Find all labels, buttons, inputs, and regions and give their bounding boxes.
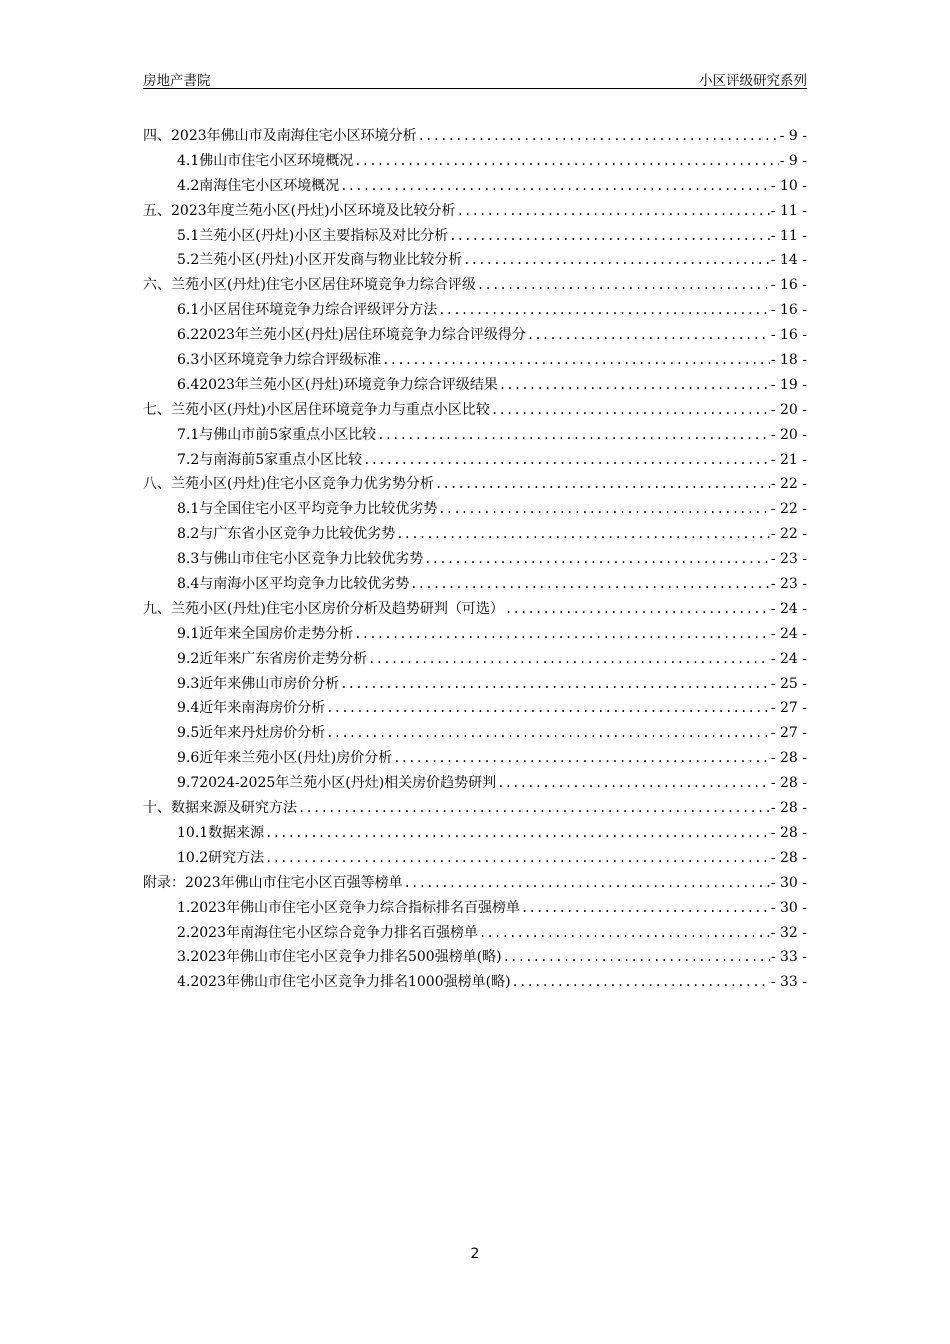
- toc-entry[interactable]: [143, 398, 807, 423]
- toc-entry-title: 兰苑小区(丹灶)住宅小区房价分析及趋势研判（可选）: [171, 600, 504, 617]
- toc-entry-number: 9.2: [177, 650, 200, 667]
- toc-dot-leader: [463, 248, 770, 273]
- toc-entry-page: - 28 -: [770, 750, 807, 767]
- toc-entry-title: 近年来佛山市房价分析: [199, 675, 340, 692]
- toc-entry-number: 五、: [143, 202, 171, 219]
- toc-entry-page: - 28 -: [770, 849, 807, 866]
- toc-entry[interactable]: [143, 323, 807, 348]
- toc-entry-page: - 30 -: [770, 899, 807, 916]
- toc-entry[interactable]: [143, 672, 807, 697]
- toc-entry[interactable]: [143, 896, 807, 921]
- toc-entry-number: 6.1: [177, 302, 200, 319]
- toc-entry[interactable]: [143, 248, 807, 273]
- toc-dot-leader: [340, 672, 770, 697]
- toc-entry-title: 数据来源及研究方法: [171, 800, 297, 817]
- toc-entry-number: 8.4: [177, 576, 200, 593]
- toc-entry-title: 小区环境竞争力综合评级标准: [199, 352, 382, 369]
- toc-entry[interactable]: [143, 199, 807, 224]
- toc-dot-leader: [354, 149, 778, 174]
- toc-entry-page: - 11 -: [770, 202, 807, 219]
- toc-entry-title: 2023年佛山市住宅小区百强等榜单: [185, 874, 403, 891]
- toc-entry[interactable]: [143, 547, 807, 572]
- toc-entry[interactable]: [143, 472, 807, 497]
- toc-entry-page: - 10 -: [770, 177, 807, 194]
- toc-entry[interactable]: [143, 921, 807, 946]
- toc-entry-page: - 21 -: [770, 451, 807, 468]
- toc-entry-title: 2023年兰苑小区(丹灶)环境竞争力综合评级结果: [199, 376, 498, 393]
- toc-entry-title: 近年来丹灶房价分析: [199, 725, 326, 742]
- toc-entry[interactable]: [143, 298, 807, 323]
- toc-entry-title: 佛山市住宅小区环境概况: [199, 152, 354, 169]
- toc-entry[interactable]: [143, 572, 807, 597]
- toc-dot-leader: [435, 472, 770, 497]
- toc-entry-page: - 27 -: [770, 725, 807, 742]
- table-of-contents: [143, 124, 807, 995]
- toc-dot-leader: [497, 771, 770, 796]
- toc-entry-number: 八、: [143, 476, 171, 493]
- toc-dot-leader: [527, 323, 770, 348]
- toc-entry-number: 8.1: [177, 501, 200, 518]
- toc-entry-number: 10.1: [177, 824, 209, 841]
- toc-entry-title: 近年来南海房价分析: [199, 700, 326, 717]
- toc-entry-title: 近年来兰苑小区(丹灶)房价分析: [199, 750, 393, 767]
- toc-dot-leader: [410, 572, 770, 597]
- toc-entry-title: 兰苑小区(丹灶)住宅小区竞争力优劣势分析: [171, 476, 434, 493]
- toc-dot-leader: [457, 199, 770, 224]
- toc-entry-number: 8.2: [177, 526, 200, 543]
- toc-entry-page: - 24 -: [770, 625, 807, 642]
- toc-entry-number: 7.2: [177, 451, 200, 468]
- toc-dot-leader: [377, 423, 770, 448]
- toc-dot-leader: [438, 497, 770, 522]
- toc-dot-leader: [393, 746, 770, 771]
- toc-entry-number: 9.4: [177, 700, 200, 717]
- toc-entry-page: - 28 -: [770, 800, 807, 817]
- toc-entry-page: - 28 -: [770, 824, 807, 841]
- toc-dot-leader: [503, 945, 770, 970]
- toc-entry-page: - 23 -: [770, 551, 807, 568]
- toc-entry-title: 与佛山市前5家重点小区比较: [199, 426, 377, 443]
- toc-entry-title: 2023年佛山市住宅小区竞争力排名1000强榜单(略): [190, 974, 511, 991]
- toc-entry-page: - 20 -: [770, 426, 807, 443]
- toc-dot-leader: [326, 721, 770, 746]
- toc-entry-title: 南海住宅小区环境概况: [199, 177, 340, 194]
- page-header: [143, 66, 807, 89]
- toc-entry-title: 兰苑小区(丹灶)小区开发商与物业比较分析: [199, 252, 463, 269]
- toc-entry-number: 4.2: [177, 177, 200, 194]
- toc-entry[interactable]: [143, 174, 807, 199]
- toc-entry-number: 5.1: [177, 227, 200, 244]
- toc-entry-number: 4.: [177, 974, 191, 991]
- toc-entry-number: 七、: [143, 401, 171, 418]
- toc-entry-number: 九、: [143, 600, 171, 617]
- toc-entry-page: - 32 -: [770, 924, 807, 941]
- header-series-title: 小区评级研究系列: [699, 73, 807, 89]
- toc-entry[interactable]: [143, 497, 807, 522]
- header-publisher: 房地产書院: [143, 73, 211, 89]
- toc-entry-number: 4.1: [177, 152, 200, 169]
- toc-entry[interactable]: [143, 622, 807, 647]
- toc-entry-number: 9.7: [177, 775, 200, 792]
- toc-entry-title: 小区居住环境竞争力综合评级评分方法: [199, 302, 438, 319]
- toc-dot-leader: [404, 871, 770, 896]
- toc-entry[interactable]: [143, 647, 807, 672]
- toc-entry-number: 9.3: [177, 675, 200, 692]
- toc-entry-title: 2023年南海住宅小区综合竞争力排名百强榜单: [190, 924, 478, 941]
- toc-entry-title: 近年来广东省房价走势分析: [199, 650, 368, 667]
- toc-dot-leader: [298, 796, 770, 821]
- toc-entry-number: 附录：: [143, 874, 185, 891]
- toc-entry-number: 四、: [143, 128, 171, 144]
- toc-entry-page: - 19 -: [770, 376, 807, 393]
- toc-dot-leader: [438, 298, 770, 323]
- toc-entry-title: 与南海前5家重点小区比较: [199, 451, 363, 468]
- toc-entry-number: 5.2: [177, 252, 200, 269]
- toc-entry-number: 6.4: [177, 376, 200, 393]
- toc-entry-number: 3.: [177, 949, 191, 966]
- toc-entry[interactable]: [143, 846, 807, 871]
- toc-entry[interactable]: [143, 224, 807, 249]
- toc-dot-leader: [521, 896, 770, 921]
- toc-entry[interactable]: [143, 149, 807, 174]
- toc-entry-title: 2023年佛山市及南海住宅小区环境分析: [171, 128, 417, 144]
- toc-entry[interactable]: [143, 796, 807, 821]
- toc-entry[interactable]: [143, 970, 807, 995]
- toc-dot-leader: [499, 373, 770, 398]
- toc-entry-number: 六、: [143, 277, 171, 294]
- toc-entry[interactable]: [143, 373, 807, 398]
- toc-entry-title: 与佛山市住宅小区竞争力比较优劣势: [199, 551, 424, 568]
- toc-entry-title: 2023年佛山市住宅小区竞争力综合指标排名百强榜单: [190, 899, 520, 916]
- toc-dot-leader: [424, 547, 770, 572]
- toc-dot-leader: [265, 846, 770, 871]
- toc-dot-leader: [368, 647, 770, 672]
- toc-entry-title: 2024-2025年兰苑小区(丹灶)相关房价趋势研判: [199, 775, 497, 792]
- toc-dot-leader: [396, 522, 770, 547]
- toc-entry-page: - 11 -: [770, 227, 807, 244]
- toc-entry-page: - 30 -: [770, 874, 807, 891]
- toc-entry-page: - 24 -: [770, 650, 807, 667]
- toc-entry[interactable]: [143, 696, 807, 721]
- toc-dot-leader: [418, 124, 779, 149]
- toc-entry-page: - 9 -: [779, 152, 807, 169]
- toc-entry-title: 研究方法: [208, 849, 265, 866]
- toc-entry-title: 兰苑小区(丹灶)小区居住环境竞争力与重点小区比较: [171, 401, 490, 418]
- toc-entry-page: - 22 -: [770, 476, 807, 493]
- toc-entry-page: - 33 -: [770, 949, 807, 966]
- toc-entry-page: - 18 -: [770, 352, 807, 369]
- toc-entry[interactable]: [143, 522, 807, 547]
- toc-dot-leader: [512, 970, 770, 995]
- toc-entry[interactable]: [143, 746, 807, 771]
- toc-entry-number: 6.2: [177, 327, 200, 344]
- toc-entry-number: 9.1: [177, 625, 200, 642]
- toc-dot-leader: [449, 224, 770, 249]
- toc-entry-number: 2.: [177, 924, 191, 941]
- toc-entry[interactable]: [143, 423, 807, 448]
- toc-entry-title: 近年来全国房价走势分析: [199, 625, 354, 642]
- toc-entry[interactable]: [143, 348, 807, 373]
- toc-entry[interactable]: [143, 273, 807, 298]
- toc-entry-page: - 27 -: [770, 700, 807, 717]
- toc-dot-leader: [340, 174, 770, 199]
- page-number: 2: [470, 1246, 480, 1262]
- toc-entry[interactable]: [143, 771, 807, 796]
- toc-dot-leader: [354, 622, 770, 647]
- toc-dot-leader: [265, 821, 770, 846]
- toc-entry[interactable]: [143, 871, 807, 896]
- toc-entry[interactable]: [143, 721, 807, 746]
- toc-entry-page: - 25 -: [770, 675, 807, 692]
- toc-entry[interactable]: [143, 448, 807, 473]
- toc-entry-title: 兰苑小区(丹灶)住宅小区居住环境竞争力综合评级: [171, 277, 476, 294]
- toc-entry-title: 2023年佛山市住宅小区竞争力排名500强榜单(略): [190, 949, 502, 966]
- toc-entry-page: - 33 -: [770, 974, 807, 991]
- toc-entry[interactable]: [143, 124, 807, 149]
- toc-entry-title: 与广东省小区竞争力比较优劣势: [199, 526, 396, 543]
- toc-entry-page: - 16 -: [770, 327, 807, 344]
- toc-dot-leader: [505, 597, 770, 622]
- toc-entry-page: - 23 -: [770, 576, 807, 593]
- toc-dot-leader: [491, 398, 770, 423]
- toc-entry-title: 与全国住宅小区平均竞争力比较优劣势: [199, 501, 438, 518]
- toc-entry-title: 2023年兰苑小区(丹灶)居住环境竞争力综合评级得分: [199, 327, 526, 344]
- toc-entry-page: - 16 -: [770, 302, 807, 319]
- toc-entry-number: 6.3: [177, 352, 200, 369]
- toc-entry-number: 1.: [177, 899, 191, 916]
- toc-entry-title: 2023年度兰苑小区(丹灶)小区环境及比较分析: [171, 202, 456, 219]
- toc-dot-leader: [326, 696, 770, 721]
- toc-entry-number: 9.6: [177, 750, 200, 767]
- toc-entry[interactable]: [143, 821, 807, 846]
- toc-entry-number: 10.2: [177, 849, 209, 866]
- toc-entry-number: 9.5: [177, 725, 200, 742]
- toc-dot-leader: [479, 921, 770, 946]
- toc-entry-page: - 14 -: [770, 252, 807, 269]
- toc-entry-page: - 22 -: [770, 501, 807, 518]
- toc-entry-number: 7.1: [177, 426, 200, 443]
- toc-entry-page: - 9 -: [779, 128, 807, 144]
- toc-entry-number: 8.3: [177, 551, 200, 568]
- toc-entry-title: 与南海小区平均竞争力比较优劣势: [199, 576, 410, 593]
- toc-dot-leader: [382, 348, 770, 373]
- toc-entry[interactable]: [143, 597, 807, 622]
- toc-entry-page: - 16 -: [770, 277, 807, 294]
- toc-dot-leader: [477, 273, 770, 298]
- toc-entry-page: - 24 -: [770, 600, 807, 617]
- toc-entry-title: 数据来源: [208, 824, 265, 841]
- toc-entry-page: - 22 -: [770, 526, 807, 543]
- toc-entry[interactable]: [143, 945, 807, 970]
- toc-dot-leader: [363, 448, 770, 473]
- toc-entry-page: - 28 -: [770, 775, 807, 792]
- toc-entry-page: - 20 -: [770, 401, 807, 418]
- toc-entry-title: 兰苑小区(丹灶)小区主要指标及对比分析: [199, 227, 449, 244]
- toc-entry-number: 十、: [143, 800, 171, 817]
